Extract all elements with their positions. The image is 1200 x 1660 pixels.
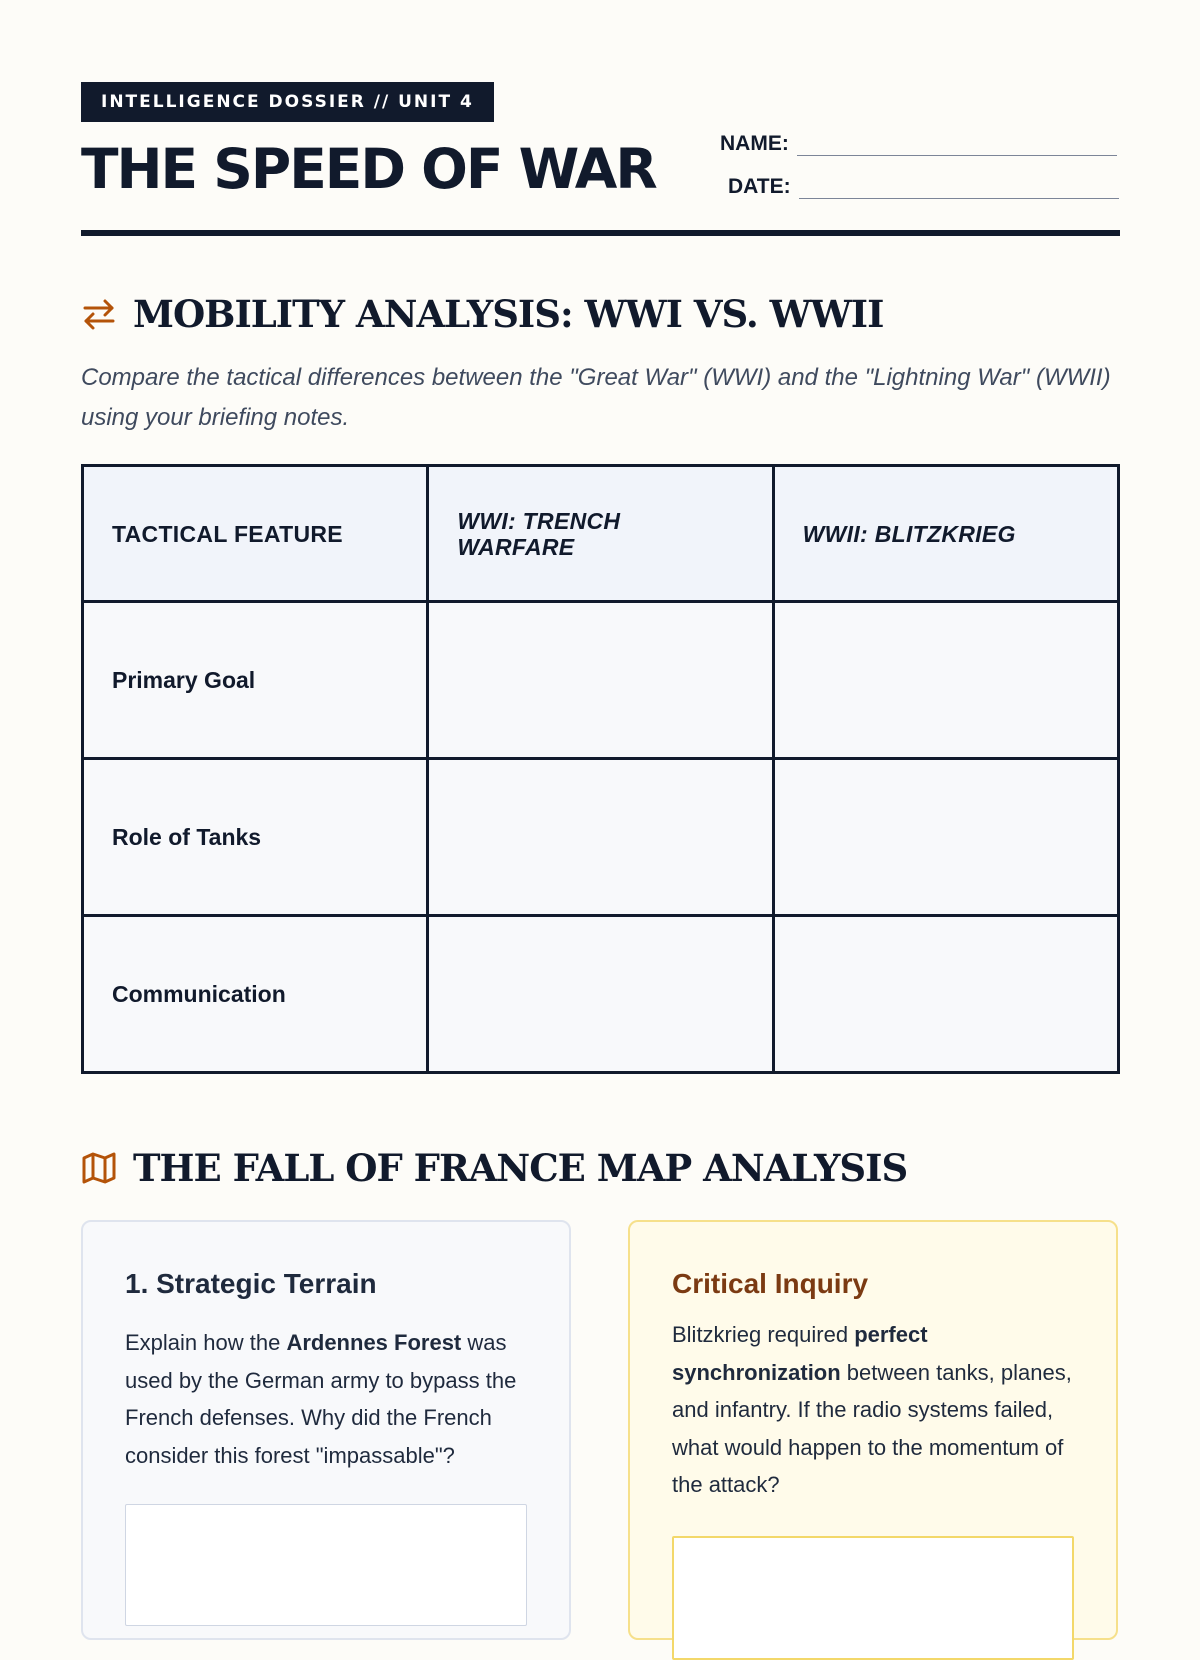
table-row xyxy=(83,916,1119,1073)
answer-box[interactable] xyxy=(672,1536,1074,1660)
name-label: NAME: xyxy=(720,132,789,155)
answer-cell-wwi[interactable] xyxy=(428,759,773,916)
section-mobility-title: MOBILITY ANALYSIS: WWI VS. WWII xyxy=(133,292,884,336)
strategic-terrain-card xyxy=(81,1220,571,1640)
section-map-heading xyxy=(81,1146,1120,1190)
table-header-row xyxy=(83,466,1119,602)
mobility-instructions: Compare the tactical differences between the "Great War" (WWI) and the "Lightning War" (WWII) using your briefing notes. xyxy=(81,364,1111,431)
swap-arrows-icon xyxy=(81,296,117,332)
answer-cell-wwi[interactable] xyxy=(428,602,773,759)
table-row xyxy=(83,602,1119,759)
feature-label: Role of Tanks xyxy=(83,759,428,916)
header-divider xyxy=(81,230,1120,236)
answer-cell-wwii[interactable] xyxy=(773,916,1118,1073)
column-header: TACTICAL FEATURE xyxy=(83,466,428,602)
card-title: Critical Inquiry xyxy=(672,1268,869,1299)
title-row xyxy=(81,122,1120,230)
page-title: THE SPEED OF WAR xyxy=(81,137,656,201)
column-header: WWII: BLITZKRIEG xyxy=(773,466,1118,602)
comparison-table xyxy=(81,464,1120,1074)
section-map-title: THE FALL OF FRANCE MAP ANALYSIS xyxy=(133,1146,908,1190)
date-field[interactable] xyxy=(728,175,1119,199)
answer-cell-wwii[interactable] xyxy=(773,602,1118,759)
name-line[interactable] xyxy=(797,137,1117,156)
worksheet xyxy=(81,82,1120,1620)
map-analysis-cards xyxy=(81,1220,1120,1620)
answer-cell-wwii[interactable] xyxy=(773,759,1118,916)
card-prompt: Explain how the Ardennes Forest was used by the German army to bypass the French defenses. Why did the French consider this forest "impassable"? xyxy=(125,1330,517,1468)
name-field[interactable] xyxy=(720,132,1117,156)
card-prompt: Blitzkrieg required perfect synchronization between tanks, planes, and infantry. If the radio systems failed, what would happen to the momentum of the attack? xyxy=(672,1322,1072,1497)
date-line[interactable] xyxy=(799,180,1119,199)
section-mobility-heading xyxy=(81,292,1120,336)
dossier-tag: INTELLIGENCE DOSSIER // UNIT 4 xyxy=(81,82,494,122)
feature-label: Communication xyxy=(83,916,428,1073)
feature-label: Primary Goal xyxy=(83,602,428,759)
answer-box[interactable] xyxy=(125,1504,527,1626)
column-header: WWI: TRENCH WARFARE xyxy=(428,466,773,602)
critical-inquiry-card xyxy=(628,1220,1118,1640)
card-title: 1. Strategic Terrain xyxy=(125,1268,377,1299)
date-label: DATE: xyxy=(728,175,791,198)
table-row xyxy=(83,759,1119,916)
answer-cell-wwi[interactable] xyxy=(428,916,773,1073)
map-icon xyxy=(81,1150,117,1186)
